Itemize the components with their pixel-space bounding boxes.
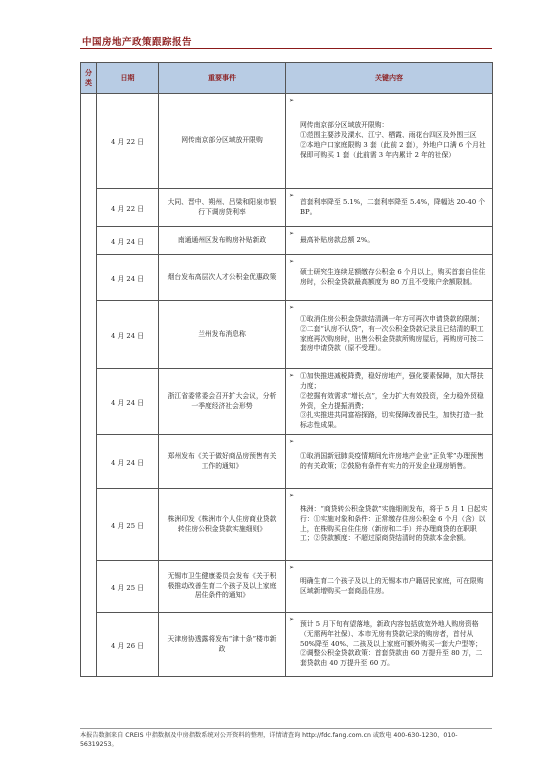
key-content-cell (286, 94, 493, 189)
category-cell (81, 94, 97, 677)
key-content-line: ①加快推进减税降费，稳好房地产，强化要素保障，加大帮扶力度； (300, 371, 484, 390)
key-content-cell (286, 435, 493, 489)
key-content-line: 预计 5 月下旬有望落地，新政内容包括放宽外地人购房资格（无需两年社保）、本市无房有贷款记录的购房者，首付从 50%降至 40%、二孩及以上家庭可额外购买一套大户型等； (300, 619, 482, 648)
arrow-bullet-icon: ➢ (289, 372, 295, 379)
event-cell: 无锡市卫生健康委员会发布《关于积极推动改善生育二个孩子及以上家庭居住条件的通知》 (159, 561, 286, 613)
column-header-category: 分类 (81, 63, 97, 94)
event-cell: 烟台发布高层次人才公积金优惠政策 (159, 255, 286, 301)
event-cell: 天津房协透露将发布“津十条”楼市新政 (159, 613, 286, 677)
date-cell: 4 月 24 日 (97, 227, 159, 255)
column-header-date: 日期 (97, 63, 159, 94)
key-content-line: ②本地户口家庭限购 3 套（此前 2 套），外地户口满 6 个月社保即可购买 1 套（此前需 3 年内累计 2 年的社保） (300, 141, 486, 159)
event-cell: 网传南京部分区域放开限购 (159, 94, 286, 189)
arrow-bullet-icon: ➢ (289, 492, 295, 499)
date-cell: 4 月 25 日 (97, 561, 159, 613)
key-content-line: ①取消住房公积金贷款结清满一年方可再次申请贷款的限制； (300, 314, 484, 323)
event-cell: 株洲印发《株洲市个人住房商业贷款转住房公积金贷款实施细则》 (159, 489, 286, 561)
footer-note: 本报告数据来自 CREIS 中指数据及中房指数系统对公开资料的整理，详情请查询 http://fdc.fang.com.cn 或致电 400-630-1230、010-56319253。 (80, 732, 458, 749)
table-row (81, 369, 493, 435)
key-content-line: ①范围主要涉及溧水、江宁、栖霞、雨花台四区及外围三区 (300, 131, 477, 140)
table-row (81, 227, 493, 255)
key-content-cell (286, 301, 493, 369)
key-content-cell (286, 189, 493, 227)
key-content-cell (286, 255, 493, 301)
date-cell: 4 月 25 日 (97, 489, 159, 561)
column-header-key: 关键内容 (286, 63, 493, 94)
report-header-title: 中国房地产政策跟踪报告 (82, 37, 193, 48)
key-content-line: ②二套“认房不认贷”，有一次公积金贷款记录且已结清的职工家庭再次购房时，出售公积金贷款所购房屋后，再购房可按二套房申请贷款（原不受理）。 (300, 324, 484, 353)
table-row (81, 189, 493, 227)
arrow-bullet-icon: ➢ (289, 192, 295, 199)
table-row (81, 561, 493, 613)
date-cell: 4 月 24 日 (97, 435, 159, 489)
table-header-row (81, 63, 493, 94)
key-content-cell (286, 369, 493, 435)
key-content-line: ①取消国新冠肺炎疫情期间允许房地产企业“正负零”办理预售的有关政策；②鼓励有条件有实力的开发企业现房销售。 (300, 451, 484, 470)
key-content-line: ③扎实推进共同富裕探路，切实保障改善民生，加快打造一批标志性成果。 (300, 411, 484, 430)
table-row (81, 489, 493, 561)
key-content-line: ②调整公积金贷款政策：首套贷款由 60 万提升至 80 万，二套贷款由 40 万提升至 60 万。 (300, 649, 483, 668)
date-cell: 4 月 24 日 (97, 369, 159, 435)
table-row (81, 613, 493, 677)
key-content-cell (286, 227, 493, 255)
key-content-cell (286, 561, 493, 613)
footer-divider (80, 728, 492, 729)
date-cell: 4 月 22 日 (97, 94, 159, 189)
date-cell: 4 月 24 日 (97, 255, 159, 301)
key-content-line: ②挖掘有效需求“增长点”，全力扩大有效投资，全力稳外贸稳外资，全力提振消费； (300, 391, 484, 410)
date-cell: 4 月 24 日 (97, 301, 159, 369)
key-content-cell (286, 489, 493, 561)
column-header-event: 重要事件 (159, 63, 286, 94)
key-content-line: 最高补贴房款总额 2%。 (300, 235, 375, 244)
arrow-bullet-icon: ➢ (289, 438, 295, 445)
key-content-cell (286, 613, 493, 677)
key-content-line: 硕士研究生连续足额缴存公积金 6 个月以上，购买首套自住住房时，公积金贷款最高额度为 80 万且不受账户余额限制。 (300, 267, 486, 286)
header-divider (80, 48, 492, 49)
arrow-bullet-icon: ➢ (289, 304, 295, 311)
arrow-bullet-icon: ➢ (289, 616, 295, 623)
arrow-bullet-icon: ➢ (289, 97, 295, 104)
event-cell: 郑州发布《关于做好商品房预售有关工作的通知》 (159, 435, 286, 489)
key-content-line: 明确生育二个孩子及以上的无锡本市户籍居民家庭，可在限购区域新增购买一套商品住房。 (300, 576, 484, 595)
date-cell: 4 月 22 日 (97, 189, 159, 227)
date-cell: 4 月 26 日 (97, 613, 159, 677)
event-cell: 兰州发布消息称 (159, 301, 286, 369)
table-row (81, 301, 493, 369)
event-cell: 南通通州区发布购房补贴新政 (159, 227, 286, 255)
policy-table (80, 62, 493, 677)
table-row (81, 435, 493, 489)
table-row (81, 94, 493, 189)
arrow-bullet-icon: ➢ (289, 258, 295, 265)
event-cell: 浙江省委常委会召开扩大会议，分析一季度经济社会形势 (159, 369, 286, 435)
table-row (81, 255, 493, 301)
key-content-line: 株洲：“商贷转公积金贷款”实施细则发布，将于 5 月 1 日起实行：①实施对象和条件：正常缴存住房公积金 6 个月（含）以上，在株购买自住住房（新房和二手）并办理商贷的在职职工；②贷款额度：不超过原商贷结清时的贷款本金余额。 (300, 504, 488, 543)
arrow-bullet-icon: ➢ (289, 230, 295, 237)
key-content-line: 首套利率降至 5.1%，二套利率降至 5.4%，降幅达 20-40 个 BP。 (300, 197, 486, 216)
arrow-bullet-icon: ➢ (289, 564, 295, 571)
event-cell: 大同、晋中、朔州、吕梁和阳泉市银行下调房贷利率 (159, 189, 286, 227)
key-content-line: 网传南京部分区域放开限购： (300, 121, 389, 130)
